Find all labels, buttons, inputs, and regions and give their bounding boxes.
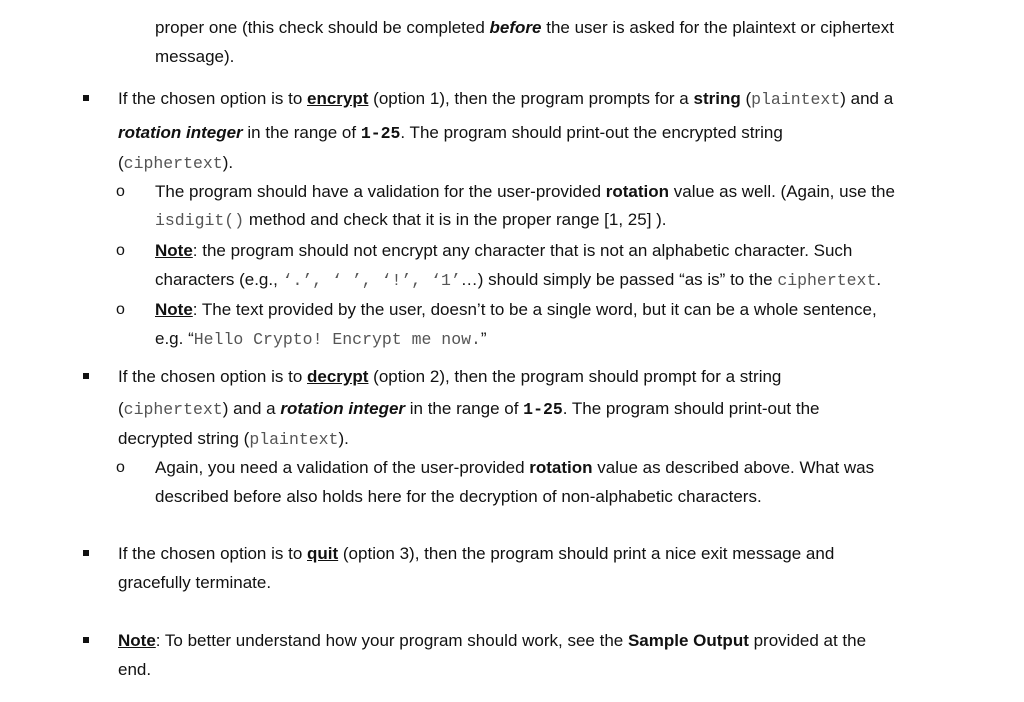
sub-bullet-line	[155, 457, 874, 479]
keyword: quit	[307, 544, 339, 563]
text: If the chosen option is to	[118, 367, 308, 386]
sub-bullet-line	[155, 240, 852, 262]
bullet-line	[118, 122, 783, 145]
text: the user is asked for the plaintext or ciphertext	[541, 18, 894, 37]
code: plaintext	[249, 430, 339, 449]
sub-bullet-icon: o	[116, 183, 125, 200]
sub-bullet-icon: o	[116, 459, 125, 476]
text: (option 3), then the program should print a nice exit message and	[338, 544, 835, 563]
text: : The text provided by the user, doesn’t to be a single word, but it can be a whole sentence,	[192, 300, 877, 319]
bullet-line	[118, 428, 349, 451]
square-bullet-icon	[83, 95, 89, 101]
keyword: rotation integer	[280, 399, 406, 418]
text: e.g. “	[155, 329, 194, 348]
keyword: rotation integer	[118, 123, 243, 142]
text: (	[118, 399, 124, 418]
text: ).	[222, 153, 234, 172]
code: ‘.’, ‘ ’, ‘!’, ‘1’	[282, 271, 461, 290]
bullet-line	[118, 630, 866, 652]
bullet-line	[118, 366, 781, 388]
sub-bullet-line	[155, 299, 877, 321]
code: ciphertext	[123, 400, 223, 419]
text: . The program should print-out the encrypted string	[400, 123, 783, 142]
text: ) and a	[222, 399, 281, 418]
keyword: Note	[118, 631, 156, 650]
sub-bullet-line	[155, 486, 762, 508]
text: in the range of	[405, 399, 524, 418]
sub-bullet-icon: o	[116, 242, 125, 259]
bullet-line	[118, 152, 233, 175]
text: described before also holds here for the decryption of non-alphabetic characters.	[155, 487, 762, 506]
text: gracefully terminate.	[118, 573, 272, 592]
bullet-line	[118, 659, 151, 681]
text: provided at the	[748, 631, 867, 650]
sub-bullet-line	[155, 269, 881, 292]
code: isdigit()	[155, 211, 245, 230]
text: ).	[338, 429, 349, 448]
text: proper one (this check should be completed	[155, 18, 490, 37]
keyword: Note	[155, 300, 193, 319]
keyword: string	[693, 89, 741, 108]
text: : To better understand how your program should work, see the	[155, 631, 628, 650]
text: end.	[118, 660, 152, 679]
keyword: Note	[155, 241, 193, 260]
sub-bullet-line	[155, 181, 895, 203]
code: Hello Crypto! Encrypt me now.	[193, 330, 481, 349]
text: value as well. (Again, use the	[669, 182, 895, 201]
text: in the range of	[242, 123, 361, 142]
text: …) should simply be passed “as is” to the	[460, 270, 778, 289]
text: method and check that it is in the proper range [1, 25] ).	[244, 210, 667, 229]
text: . The program should print-out the	[562, 399, 820, 418]
code: ciphertext	[123, 154, 223, 173]
bullet-line	[118, 572, 271, 594]
sub-bullet-line	[155, 209, 667, 232]
text: ) and a	[840, 89, 894, 108]
text: Again, you need a validation of the user-provided	[155, 458, 530, 477]
text: value as described above. What was	[592, 458, 875, 477]
text: characters (e.g.,	[155, 270, 283, 289]
text: If the chosen option is to	[118, 89, 308, 108]
code: ciphertext	[777, 271, 877, 290]
paragraph-line	[155, 17, 894, 39]
keyword: encrypt	[307, 89, 369, 108]
text: ”	[480, 329, 487, 348]
text: : the program should not encrypt any character that is not an alphabetic character. Such	[192, 241, 853, 260]
text: (	[740, 89, 752, 108]
square-bullet-icon	[83, 637, 89, 643]
emphasis: before	[489, 18, 542, 37]
keyword: rotation	[605, 182, 670, 201]
text: If the chosen option is to	[118, 544, 308, 563]
text: decrypted string (	[118, 429, 250, 448]
sub-bullet-line	[155, 328, 487, 351]
text: (option 2), then the program should prompt for a string	[368, 367, 782, 386]
bullet-line	[118, 543, 834, 565]
text: (option 1), then the program prompts for a	[368, 89, 694, 108]
paragraph-line	[155, 46, 234, 68]
text: (	[118, 153, 124, 172]
square-bullet-icon	[83, 373, 89, 379]
bullet-line	[118, 88, 893, 111]
keyword: Sample Output	[627, 631, 749, 650]
text: message).	[155, 47, 235, 66]
sub-bullet-icon: o	[116, 301, 125, 318]
keyword: rotation	[529, 458, 593, 477]
text: .	[876, 270, 882, 289]
text: The program should have a validation for the user-provided	[155, 182, 606, 201]
code: 1-25	[523, 400, 563, 419]
bullet-line	[118, 398, 820, 421]
keyword: decrypt	[307, 367, 369, 386]
square-bullet-icon	[83, 550, 89, 556]
code: 1-25	[360, 124, 401, 143]
code: plaintext	[751, 90, 841, 109]
